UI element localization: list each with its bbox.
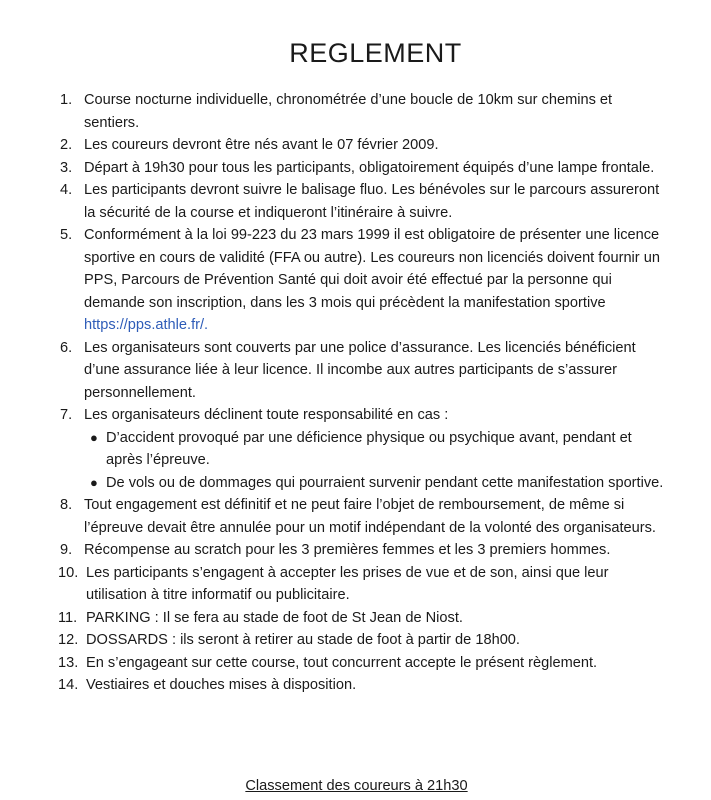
rule-item xyxy=(60,179,671,224)
rule-item xyxy=(60,539,671,562)
rule-number: 5. xyxy=(60,227,73,243)
rule-number: 4. xyxy=(60,182,73,198)
rule-number: 7. xyxy=(60,407,73,423)
rule-number: 10. xyxy=(58,564,79,581)
rule-text: Conformément à la loi 99-223 du 23 mars 1999 il est obligatoire de présenter une licence sportive en cours de validité (FFA ou autre). Les coureurs non licenciés doivent fournir un PPS, Parcours de Prévention Santé qui doit avoir été effectué par la personne qui demande son inscription, dans les 3 mois qui précèdent la manifestation sportive xyxy=(84,227,660,311)
bullet-icon: ● xyxy=(90,429,98,445)
sub-item xyxy=(84,427,671,472)
rule-text: En s’engageant sur cette course, tout concurrent accepte le présent règlement. xyxy=(86,654,598,671)
rule-number: 11. xyxy=(58,609,78,626)
rule-number: 1. xyxy=(60,92,73,108)
rule-item xyxy=(60,652,671,675)
rule-item xyxy=(60,89,671,134)
rule-item xyxy=(60,224,671,337)
rule-text: Récompense au scratch pour les 3 premières femmes et les 3 premiers hommes. xyxy=(84,542,611,558)
sub-item-text: De vols ou de dommages qui pourraient survenir pendant cette manifestation sportive. xyxy=(106,474,664,491)
sub-item-text: D’accident provoqué par une déficience physique ou psychique avant, pendant et après l’épreuve. xyxy=(106,429,632,468)
rule-text: PARKING : Il se fera au stade de foot de St Jean de Niost. xyxy=(86,609,463,626)
rule-item xyxy=(60,157,671,180)
rule-number: 12. xyxy=(58,632,79,648)
rule-number: 13. xyxy=(58,654,79,671)
rule-item xyxy=(60,629,671,652)
rule-item xyxy=(60,562,671,607)
results-time-note: Classement des coureurs à 21h30 xyxy=(245,778,468,794)
rule-text: Les coureurs devront être nés avant le 07 février 2009. xyxy=(84,137,439,153)
pps-link[interactable]: https://pps.athle.fr/. xyxy=(84,317,209,333)
rule-text: Les participants devront suivre le balisage fluo. Les bénévoles sur le parcours assureront la sécurité de la course et indiqueront l’itinéraire à suivre. xyxy=(84,182,660,221)
rule-item xyxy=(60,337,671,405)
rule-item xyxy=(60,607,671,630)
rule-number: 6. xyxy=(60,339,73,356)
rule-text: Tout engagement est définitif et ne peut faire l’objet de remboursement, de même si l’épreuve devait être annulée pour un motif indépendant de la volonté des organisateurs. xyxy=(84,497,656,536)
bullet-icon: ● xyxy=(90,474,98,490)
rule-text: Vestiaires et douches mises à disposition. xyxy=(86,677,357,693)
rule-sublist xyxy=(84,427,671,495)
rule-text: DOSSARDS : ils seront à retirer au stade de foot à partir de 18h00. xyxy=(86,632,520,648)
rule-text: Course nocturne individuelle, chronométrée d’une boucle de 10km sur chemins et sentiers. xyxy=(84,92,613,131)
rule-item xyxy=(60,494,671,539)
rule-text: Les organisateurs déclinent toute responsabilité en cas : xyxy=(84,407,449,423)
rule-item xyxy=(60,674,671,697)
rule-number: 2. xyxy=(60,137,73,153)
page-title: REGLEMENT xyxy=(289,38,462,68)
rule-text: Les participants s’engagent à accepter les prises de vue et de son, ainsi que leur utilisation à titre informatif ou publicitaire. xyxy=(86,564,609,603)
rule-number: 8. xyxy=(60,497,73,513)
rule-number: 14. xyxy=(58,677,79,693)
sub-item xyxy=(84,472,671,495)
rule-number: 3. xyxy=(60,159,73,176)
rule-item xyxy=(60,404,671,494)
rules-list xyxy=(60,89,671,697)
rule-text: Départ à 19h30 pour tous les participants, obligatoirement équipés d’une lampe frontale. xyxy=(84,159,655,176)
rule-text: Les organisateurs sont couverts par une police d’assurance. Les licenciés bénéficient d’une assurance liée à leur licence. Il incombe aux autres participants de s’assurer personnellement. xyxy=(84,339,636,401)
rule-number: 9. xyxy=(60,542,73,558)
rule-item xyxy=(60,134,671,157)
